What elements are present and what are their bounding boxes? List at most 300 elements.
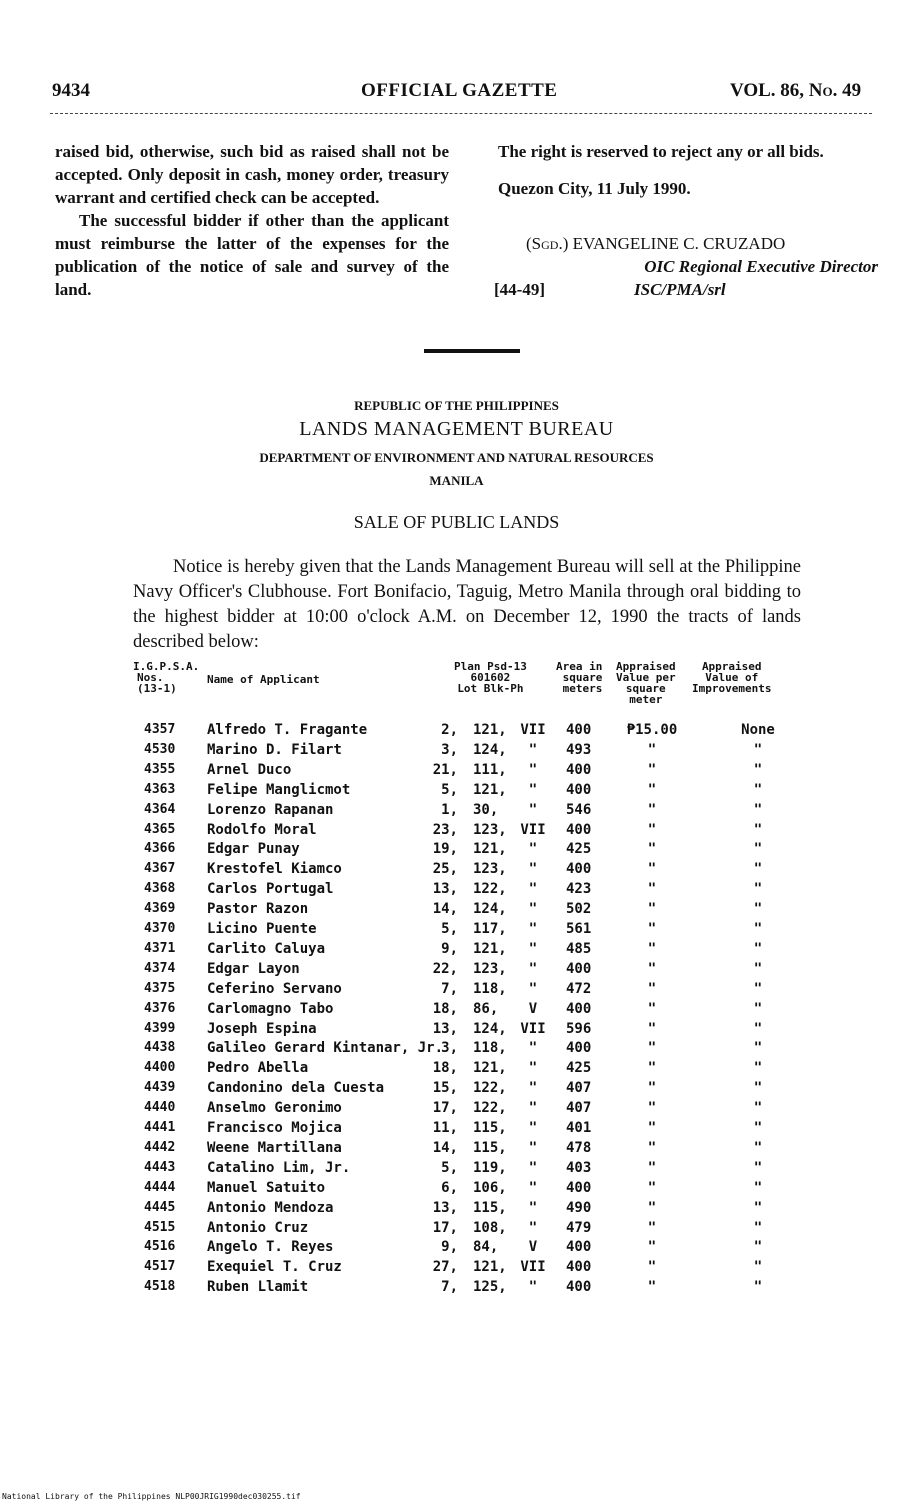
table-row <box>0 1001 913 1021</box>
cell-no: 4530 <box>144 741 176 757</box>
cell-improvements: " <box>753 1120 763 1136</box>
cell-improvements: " <box>753 761 763 778</box>
cell-area: 493 <box>566 741 592 758</box>
cell-improvements: " <box>753 921 763 937</box>
cell-ph: " <box>528 801 538 818</box>
header-lot-numbers <box>133 661 199 694</box>
place-date: Quezon City, 11 July 1990. <box>498 179 691 198</box>
cell-name: Rodolfo Moral <box>207 821 317 838</box>
signatory-position: OIC Regional Executive Director <box>644 257 878 276</box>
cell-no: 4445 <box>144 1199 176 1215</box>
cell-area: 425 <box>566 841 592 858</box>
cell-blk: 121, <box>473 722 507 738</box>
cell-area: 400 <box>566 1040 592 1057</box>
cell-blk: 125, <box>473 1279 507 1296</box>
cell-lot: 22, <box>432 960 458 977</box>
cell-lot: 13, <box>432 1020 458 1037</box>
cell-name: Antonio Mendoza <box>207 1199 334 1216</box>
cell-area: 400 <box>566 1239 592 1256</box>
cell-ph: " <box>528 1120 538 1136</box>
cell-blk: 121, <box>473 781 507 798</box>
scan-footer: National Library of the Philippines NLP00JRIG1990dec030255.tif <box>2 1492 301 1501</box>
cell-area: 478 <box>566 1139 592 1156</box>
table-row <box>0 921 913 941</box>
left-paragraph-1: raised bid, otherwise, such bid as raised shall not be accepted. Only deposit in cash, money order, treasury warrant and certified check can be accepted. <box>55 142 449 207</box>
table-row <box>0 1239 913 1259</box>
cell-name: Pastor Razon <box>207 901 309 918</box>
cell-lot: 19, <box>432 841 458 858</box>
city-heading: MANILA <box>429 473 484 488</box>
cell-area: 407 <box>566 1080 592 1097</box>
notice-body <box>133 555 801 655</box>
cell-area: 425 <box>566 1060 592 1077</box>
cell-value: ₱15.00 <box>626 722 678 738</box>
cell-value: " <box>647 1179 657 1196</box>
table-row <box>0 1220 913 1240</box>
table-row <box>0 1021 913 1041</box>
header-imp-line1: Appraised <box>701 660 762 673</box>
cell-blk: 30, <box>473 801 499 818</box>
cell-name: Alfredo T. Fragante <box>207 722 368 738</box>
cell-value: " <box>647 1120 657 1136</box>
cell-value: " <box>647 861 657 878</box>
cell-blk: 111, <box>473 761 507 778</box>
cell-blk: 124, <box>473 901 507 918</box>
header-val-line3: square <box>625 682 666 695</box>
cell-no: 4363 <box>144 781 176 797</box>
reference-initials: ISC/PMA/srl <box>634 280 726 299</box>
cell-ph: " <box>528 1159 538 1176</box>
cell-name: Edgar Layon <box>207 960 300 977</box>
cell-lot: 7, <box>441 1279 458 1296</box>
table-row <box>0 901 913 921</box>
cell-lot: 13, <box>432 1199 458 1216</box>
table-row <box>0 1080 913 1100</box>
cell-name: Carlos Portugal <box>207 881 334 898</box>
header-area-line3: meters <box>562 682 603 695</box>
cell-blk: 86, <box>473 1000 499 1017</box>
cell-no: 4518 <box>144 1279 176 1295</box>
cell-value: " <box>647 741 657 758</box>
bureau-heading: LANDS MANAGEMENT BUREAU <box>299 418 614 440</box>
cell-blk: 122, <box>473 1100 507 1117</box>
cell-improvements: " <box>753 741 763 758</box>
cell-blk: 118, <box>473 1040 507 1057</box>
cell-improvements: " <box>753 801 763 818</box>
cell-value: " <box>647 921 657 937</box>
cell-blk: 123, <box>473 960 507 977</box>
cell-no: 4374 <box>144 960 176 976</box>
cell-no: 4375 <box>144 980 176 996</box>
table-row <box>0 1259 913 1279</box>
cell-name: Joseph Espina <box>207 1020 317 1037</box>
cell-value: " <box>647 940 657 957</box>
cell-no: 4438 <box>144 1040 176 1056</box>
cell-lot: 9, <box>441 940 458 957</box>
left-paragraph-2: The successful bidder if other than the applicant must reimburse the latter of the expenses for the publication of the notice of sale and survey of the land. <box>55 211 449 299</box>
cell-blk: 118, <box>473 980 507 997</box>
table-row <box>0 881 913 901</box>
header-plan <box>454 661 527 694</box>
header-improvements <box>692 661 771 694</box>
header-plan-line1: Plan Psd-13 <box>454 660 527 673</box>
section-divider <box>424 349 520 353</box>
cell-improvements: " <box>753 1239 763 1256</box>
cell-no: 4376 <box>144 1000 176 1016</box>
table-row <box>0 941 913 961</box>
cell-value: " <box>647 821 657 838</box>
cell-name: Edgar Punay <box>207 841 300 858</box>
cell-area: 400 <box>566 960 592 977</box>
table-row <box>0 981 913 1001</box>
cell-lot: 18, <box>432 1000 458 1017</box>
cell-area: 485 <box>566 940 592 957</box>
cell-blk: 123, <box>473 821 507 838</box>
header-applicant-name: Name of Applicant <box>207 673 320 686</box>
cell-ph: " <box>528 761 538 778</box>
cell-area: 490 <box>566 1199 592 1216</box>
notice-title: SALE OF PUBLIC LANDS <box>353 512 560 532</box>
table-row <box>0 1060 913 1080</box>
table-row <box>0 1200 913 1220</box>
cell-no: 4365 <box>144 821 176 837</box>
cell-area: 400 <box>566 781 592 798</box>
cell-ph: VII <box>520 722 546 738</box>
cell-area: 561 <box>566 921 592 937</box>
table-row <box>0 1040 913 1060</box>
cell-no: 4516 <box>144 1239 176 1255</box>
cell-ph: " <box>528 921 538 937</box>
cell-no: 4439 <box>144 1080 176 1096</box>
cell-blk: 122, <box>473 1080 507 1097</box>
cell-lot: 6, <box>441 1179 458 1196</box>
cell-no: 4357 <box>144 722 176 737</box>
cell-area: 502 <box>566 901 592 918</box>
cell-lot: 1, <box>441 801 458 818</box>
cell-value: " <box>647 1159 657 1176</box>
cell-no: 4355 <box>144 761 176 777</box>
cell-blk: 115, <box>473 1199 507 1216</box>
cell-no: 4441 <box>144 1120 176 1135</box>
cell-name: Anselmo Geronimo <box>207 1100 342 1117</box>
cell-improvements: " <box>753 940 763 957</box>
left-column <box>55 140 449 301</box>
cell-improvements: " <box>753 1040 763 1057</box>
cell-ph: " <box>528 1040 538 1057</box>
cell-ph: " <box>528 960 538 977</box>
cell-name: Catalino Lim, Jr. <box>207 1159 351 1176</box>
cell-ph: " <box>528 940 538 957</box>
cell-area: 546 <box>566 801 592 818</box>
cell-lot: 9, <box>441 1239 458 1256</box>
cell-improvements: " <box>753 1020 763 1037</box>
cell-area: 400 <box>566 1259 592 1276</box>
cell-no: 4442 <box>144 1139 176 1155</box>
cell-no: 4367 <box>144 861 176 877</box>
cell-value: " <box>647 960 657 977</box>
cell-blk: 115, <box>473 1120 507 1136</box>
table-row <box>0 762 913 782</box>
cell-improvements: " <box>753 1100 763 1117</box>
cell-ph: " <box>528 980 538 997</box>
cell-ph: " <box>528 1219 538 1236</box>
table-row <box>0 841 913 861</box>
cell-blk: 124, <box>473 1020 507 1037</box>
header-area-line1: Area in <box>556 660 603 673</box>
header-val-line4: meter <box>629 693 663 706</box>
cell-lot: 11, <box>432 1120 458 1136</box>
cell-name: Arnel Duco <box>207 761 292 778</box>
cell-ph: " <box>528 1179 538 1196</box>
cell-value: " <box>647 1139 657 1156</box>
table-row <box>0 1120 913 1140</box>
cell-no: 4371 <box>144 940 176 956</box>
cell-improvements: " <box>753 781 763 798</box>
cell-no: 4517 <box>144 1259 176 1275</box>
cell-lot: 17, <box>432 1100 458 1117</box>
cell-value: " <box>647 1000 657 1017</box>
volume-number: VOL. 86, No. 49 <box>730 80 862 101</box>
header-rule <box>50 113 872 114</box>
cell-value: " <box>647 841 657 858</box>
department-heading: DEPARTMENT OF ENVIRONMENT AND NATURAL RESOURCES <box>259 450 654 465</box>
cell-blk: 117, <box>473 921 507 937</box>
cell-blk: 84, <box>473 1239 499 1256</box>
table-row <box>0 722 913 742</box>
cell-blk: 108, <box>473 1219 507 1236</box>
right-paragraph-1: The right is reserved to reject any or all bids. <box>498 142 824 161</box>
cell-ph: " <box>528 1279 538 1296</box>
header-val-line2: Value per <box>616 671 676 684</box>
table-row <box>0 1180 913 1200</box>
cell-blk: 121, <box>473 940 507 957</box>
cell-improvements: " <box>753 901 763 918</box>
cell-lot: 15, <box>432 1080 458 1097</box>
cell-name: Ceferino Servano <box>207 980 342 997</box>
cell-no: 4440 <box>144 1100 176 1116</box>
cell-value: " <box>647 881 657 898</box>
signature-line: (Sgd.) EVANGELINE C. CRUZADO <box>526 234 786 253</box>
header-no-line3: (13-1) <box>137 682 177 695</box>
header-plan-line2: 601602 <box>470 671 511 684</box>
cell-no: 4399 <box>144 1020 176 1036</box>
cell-lot: 13, <box>432 881 458 898</box>
header-plan-line3: Lot Blk-Ph <box>457 682 524 695</box>
header-area <box>556 661 602 694</box>
cell-ph: " <box>528 901 538 918</box>
cell-name: Pedro Abella <box>207 1060 309 1077</box>
table-row <box>0 861 913 881</box>
cell-lot: 3, <box>441 1040 458 1057</box>
cell-no: 4369 <box>144 901 176 917</box>
cell-value: " <box>647 801 657 818</box>
cell-improvements: None <box>741 722 775 738</box>
cell-improvements: " <box>753 821 763 838</box>
cell-value: " <box>647 1239 657 1256</box>
cell-no: 4515 <box>144 1219 176 1235</box>
cell-blk: 119, <box>473 1159 507 1176</box>
cell-improvements: " <box>753 1080 763 1097</box>
cell-name: Ruben Llamit <box>207 1279 309 1296</box>
cell-improvements: " <box>753 1139 763 1156</box>
cell-lot: 7, <box>441 980 458 997</box>
republic-heading: REPUBLIC OF THE PHILIPPINES <box>354 398 559 413</box>
header-no-line2: Nos. <box>137 671 164 684</box>
cell-area: 479 <box>566 1219 592 1236</box>
cell-lot: 5, <box>441 781 458 798</box>
cell-improvements: " <box>753 861 763 878</box>
cell-area: 400 <box>566 821 592 838</box>
cell-lot: 2, <box>441 722 458 738</box>
reference-line <box>474 278 878 301</box>
header-area-line2: square <box>562 671 603 684</box>
table-row <box>0 1160 913 1180</box>
cell-ph: " <box>528 781 538 798</box>
cell-improvements: " <box>753 1199 763 1216</box>
cell-name: Marino D. Filart <box>207 741 342 758</box>
reference-code: [44-49] <box>494 280 545 299</box>
cell-ph: V <box>528 1000 538 1017</box>
cell-name: Galileo Gerard Kintanar, Jr. <box>207 1040 444 1057</box>
cell-name: Felipe Manglicmot <box>207 781 351 798</box>
cell-lot: 27, <box>432 1259 458 1276</box>
cell-no: 4370 <box>144 921 176 936</box>
cell-value: " <box>647 1219 657 1236</box>
cell-blk: 106, <box>473 1179 507 1196</box>
cell-area: 400 <box>566 722 592 738</box>
table-row <box>0 1279 913 1299</box>
cell-improvements: " <box>753 980 763 997</box>
header-value-per-meter <box>616 661 676 705</box>
table-row <box>0 822 913 842</box>
cell-ph: " <box>528 1080 538 1097</box>
cell-area: 400 <box>566 1000 592 1017</box>
cell-improvements: " <box>753 841 763 858</box>
cell-value: " <box>647 1100 657 1117</box>
cell-lot: 21, <box>432 761 458 778</box>
cell-lot: 17, <box>432 1219 458 1236</box>
cell-area: 596 <box>566 1020 592 1037</box>
cell-area: 400 <box>566 761 592 778</box>
cell-ph: " <box>528 861 538 878</box>
cell-name: Angelo T. Reyes <box>207 1239 334 1256</box>
cell-area: 400 <box>566 861 592 878</box>
cell-lot: 14, <box>432 901 458 918</box>
right-column <box>474 140 878 301</box>
table-row <box>0 782 913 802</box>
cell-no: 4443 <box>144 1159 176 1175</box>
cell-area: 407 <box>566 1100 592 1117</box>
cell-name: Krestofel Kiamco <box>207 861 342 878</box>
cell-lot: 18, <box>432 1060 458 1077</box>
cell-improvements: " <box>753 1279 763 1296</box>
cell-no: 4364 <box>144 801 176 817</box>
cell-lot: 3, <box>441 741 458 758</box>
header-imp-line2: Value of <box>705 671 759 684</box>
publication-title: OFFICIAL GAZETTE <box>361 80 558 101</box>
cell-value: " <box>647 1040 657 1057</box>
cell-name: Carlito Caluya <box>207 940 326 957</box>
cell-name: Carlomagno Tabo <box>207 1000 334 1017</box>
cell-ph: " <box>528 1139 538 1156</box>
cell-blk: 124, <box>473 741 507 758</box>
table-row <box>0 742 913 762</box>
cell-value: " <box>647 1199 657 1216</box>
cell-name: Weene Martillana <box>207 1139 342 1156</box>
cell-value: " <box>647 1080 657 1097</box>
cell-name: Lorenzo Rapanan <box>207 801 334 818</box>
page-number: 9434 <box>52 80 90 101</box>
table-row <box>0 1140 913 1160</box>
cell-name: Francisco Mojica <box>207 1120 342 1136</box>
cell-ph: " <box>528 741 538 758</box>
cell-ph: VII <box>520 1259 546 1276</box>
cell-name: Candonino dela Cuesta <box>207 1080 385 1097</box>
cell-improvements: " <box>753 881 763 898</box>
cell-no: 4368 <box>144 881 176 897</box>
cell-no: 4366 <box>144 841 176 857</box>
table-row <box>0 802 913 822</box>
cell-ph: " <box>528 841 538 858</box>
cell-value: " <box>647 1020 657 1037</box>
cell-improvements: " <box>753 1179 763 1196</box>
cell-ph: V <box>528 1239 538 1256</box>
cell-lot: 5, <box>441 1159 458 1176</box>
table-row <box>0 961 913 981</box>
cell-value: " <box>647 1259 657 1276</box>
cell-blk: 121, <box>473 841 507 858</box>
cell-value: " <box>647 980 657 997</box>
cell-ph: " <box>528 1100 538 1117</box>
cell-value: " <box>647 761 657 778</box>
cell-no: 4444 <box>144 1179 176 1195</box>
cell-ph: " <box>528 881 538 898</box>
cell-blk: 123, <box>473 861 507 878</box>
cell-lot: 5, <box>441 921 458 937</box>
header-no-line1: I.G.P.S.A. <box>133 660 200 673</box>
cell-blk: 122, <box>473 881 507 898</box>
cell-lot: 23, <box>432 821 458 838</box>
cell-name: Antonio Cruz <box>207 1219 309 1236</box>
cell-ph: VII <box>520 821 546 838</box>
header-imp-line3: Improvements <box>692 682 772 695</box>
cell-ph: VII <box>520 1020 546 1037</box>
cell-improvements: " <box>753 1000 763 1017</box>
cell-area: 401 <box>566 1120 592 1136</box>
cell-area: 472 <box>566 980 592 997</box>
cell-improvements: " <box>753 1060 763 1077</box>
cell-lot: 25, <box>432 861 458 878</box>
cell-value: " <box>647 1060 657 1077</box>
table-row <box>0 1100 913 1120</box>
cell-area: 423 <box>566 881 592 898</box>
cell-improvements: " <box>753 1259 763 1276</box>
cell-blk: 115, <box>473 1139 507 1156</box>
cell-blk: 121, <box>473 1060 507 1077</box>
notice-body-text: Notice is hereby given that the Lands Management Bureau will sell at the Philippine Navy Officer's Clubhouse. Fort Bonifacio, Taguig, Metro Manila through oral bidding to the highest bidder at 10:00 o'clock A.M. on December 12, 1990 the tracts of lands described below: <box>133 557 801 652</box>
cell-ph: " <box>528 1060 538 1077</box>
header-val-line1: Appraised <box>616 660 676 673</box>
cell-value: " <box>647 781 657 798</box>
cell-value: " <box>647 901 657 918</box>
cell-ph: " <box>528 1199 538 1216</box>
cell-area: 403 <box>566 1159 592 1176</box>
cell-name: Licino Puente <box>207 921 317 937</box>
cell-lot: 14, <box>432 1139 458 1156</box>
cell-area: 400 <box>566 1179 592 1196</box>
cell-name: Manuel Satuito <box>207 1179 326 1196</box>
cell-improvements: " <box>753 960 763 977</box>
